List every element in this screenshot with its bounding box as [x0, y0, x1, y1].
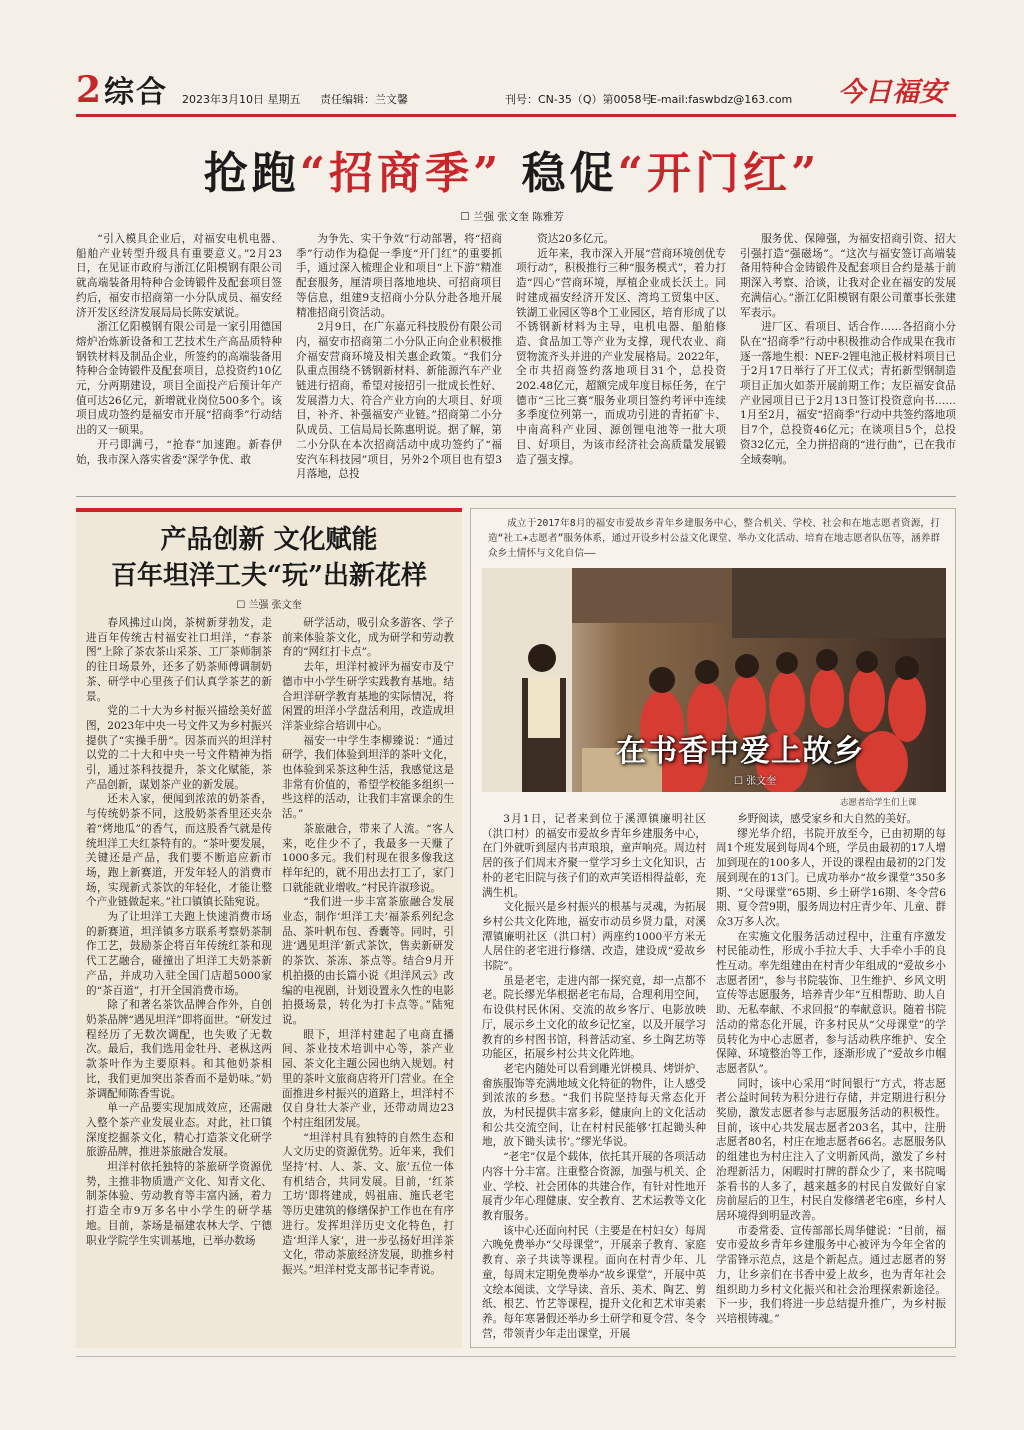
lead-column-4: 服务优、保障强，为福安招商引资、招大引强打造“强磁场”。“这次与福安签订高端装备用特种合金铸锻件及配套项目合约是基于前期深入考察、洽谈，让我对企业在福安的发展充满信心。”浙江亿阳模钢有限公司董事长张建军表示。 进厂区、看项目、话合作……各招商小分队在“招商季”行动中积极推动合作成果在我市逐一落地生根：NEF-2锂电池正极材料项目已于2月17日举行了开工仪式；青拓新型钢制造项目正加火如荼开展前期工作；友臣福安食品产业园项目已于2月13日签订投资意向书……1月至2月，福安“招商季”行动中共签约落地项目7个，总投资46亿元；在谈项目5个，总投资32亿元，全力拼招商的“进行曲”，已在我市全域奏响。: [740, 233, 956, 466]
header-rule: [76, 114, 956, 117]
section-name: 综合: [104, 75, 168, 110]
lead-column-2: 为争先、实干争效”行动部署，将“招商季”行动作为稳促一季度“开门红”的重要抓手，通过深入梳理企业和项目“上下游”精准配套服务，厘清项目落地地块、可招商项目等信息，组建9支招商小分队分赴各地开展精准招商引资活动。 2月9日，在广东嘉元科技股份有限公司内，福安市招商第二小分队正向企业积极推介福安营商环境及相关惠企政策。“我们分队重点围绕不锈钢新材料、新能源汽车产业链进行招商，希望对接招引一批成长性好、发展潜力大、符合产业方向的大项目、好项目，补齐、补强福安产业链。”招商第二小分队成员、工信局局长陈惠明说。据了解，第二小分队在本次招商活动中成功签约了“福安汽车科技园”项目，另外2个项目也有望3月落地，总投: [296, 233, 502, 481]
editor-credit: 责任编辑：兰文馨: [320, 93, 408, 106]
photo-byline: ☐ 张文奎: [734, 776, 777, 787]
lead-byline: ☐ 兰强 张文奎 陈雅芳: [460, 211, 564, 223]
lead-column-3: 资达20多亿元。 近年来，我市深入开展“营商环境创优专项行动”，积极推行三种“服务模式”，着力打造“四心”营商环境，厚植企业成长沃土。同时建成福安经济开发区、湾坞工贸集中区、铁湖工业园区等8个工业园区，培育形成了以不锈钢新材料为主导，电机电器、船舶修造、食品加工等产业为支撑，现代农业、商贸物流齐头并进的产业发展格局。2022年，全市共招商签约落地项目31个，总投资202.48亿元，超额完成年度目标任务，在宁德市“三比三赛”服务业项目签约考评中连续多季度位列第一，而成功引进的青拓矿卡、中南高科产业园、源创锂电池等一批大项目、好项目，为该市经济社会高质量发展锻造了强支撑。: [516, 233, 726, 466]
story3-intro: 成立于2017年8月的福安市爱故乡青年乡建服务中心，整合机关、学校、社会和在地志愿者资源，打造“社工+志愿者”服务体系，通过开设乡村公益文化课堂、举办文化活动、培育在地志愿者队伍等，涵养群众乡土情怀与文化自信——: [488, 518, 940, 559]
page-number: 2: [76, 69, 102, 111]
svg-text:今日福安: 今日福安: [838, 77, 946, 108]
issue-date: 2023年3月10日 星期五: [182, 93, 301, 106]
story2-title-line2: 百年坦洋工夫“玩”出新花样: [111, 561, 427, 591]
photo-title: 在书香中爱上故乡: [616, 734, 864, 769]
photo-caption: 志愿者给学生们上课: [840, 798, 917, 808]
story2-title-line1: 产品创新 文化赋能: [160, 525, 378, 555]
masthead-logo: [830, 70, 954, 110]
story2-column-1: 春风拂过山岗，茶树新芽勃发，走进百年传统古村福安社口坦洋，“春茶图”上除了茶农茶山采茶、工厂茶师制茶的往日场景外，还多了奶茶师傅调制奶茶、研学中心里孩子们认真学茶艺的新景。 党的二十大为乡村振兴描绘美好蓝图，2023年中央一号文件又为乡村振兴提供了“实操手册”。因茶而兴的坦洋村以党的二十大和中央一号文件精神为指引，通过茶科技提升，茶文化赋能，茶产品创新，谋划茶产业的新发展。 还未入家，便闻到浓浓的奶茶香，与传统奶茶不同，这股奶茶香里还夹杂着“烤地瓜”的香气，而这股香气就是传统坦洋工夫红茶特有的。“茶叶要发展，关键还是产品，我们要不断追应新市场，跑上新赛道，开发年轻人的消费市场，实现新式茶饮的年轻化，才能让整个产业链做起来。”社口镇镇长陆宛说。 为了让坦洋工夫跑上快速消费市场的新赛道，坦洋镇多方联系考察奶茶制作工艺，鼓励茶企将百年传统红茶和现代工艺融合，碰撞出了坦洋工夫奶茶新产品，并成功入驻全国门店超5000家的“茶百道”，打开全国消费市场。 除了和著名茶饮品牌合作外，自创奶茶品牌“遇见坦洋”即将面世。“研发过程经历了无数次调配，也失败了无数次。最后，我们选用金牡丹、老枞这两款茶叶作为主要原料。和其他奶茶相比，我们更加突出茶香而不是奶味。”奶茶调配师陈香雪说。 单一产品要实现加成效应，还需融入整个茶产业发展业态。对此，社口镇深度挖掘茶文化，精心打造茶文化研学旅游品牌，推进茶旅融合发展。 坦洋村依托独特的茶旅研学资源优势，主推非物质遗产文化、知青文化、制茶体验、劳动教育等丰富内涵，着力打造全市9万多名中小学生的研学基地。目前，茶场是福建农林大学、宁德职业学院学生实训基地，已举办数场: [86, 617, 272, 1247]
story2-byline: ☐ 兰强 张文奎: [236, 600, 302, 611]
footer-rule: [76, 1356, 956, 1357]
issn-number: 刊号：CN-35（Q）第0058号: [505, 93, 653, 106]
story2-column-2: 研学活动，吸引众多游客、学子前来体验茶文化，成为研学和劳动教育的“网红打卡点”。 去年，坦洋村被评为福安市及宁德市中小学生研学实践教育基地。结合坦洋研学教育基地的实际情况，将闲置的坦洋小学盘活利用，改造成坦洋茶业综合培训中心。 福安一中学生李柳臻说：“通过研学，我们体验到坦洋的茶叶文化，也体验到采茶这种生活，我感觉这是非常有价值的，希望学校能多组织一些这样的活动，让我们丰富课余的生活。” 茶旅融合，带来了人流。“客人来，吃住少不了，我最多一天赚了1000多元。我们村现在很多像我这样年纪的，就不用出去打工了，家门口就能就业增收。”村民许淑珍说。 “我们进一步丰富茶旅融合发展业态，制作‘坦洋工夫’福茶系列纪念品、茶叶帆布包、香囊等。同时，引进‘遇见坦洋’新式茶饮，售卖新研发的茶饮、茶冻、茶点等。结合9月开机拍摄的由长篇小说《坦洋风云》改编的电视剧，计划设置永久性的电影拍摄场景，转化为打卡点等。”陆宛说。 眼下，坦洋村建起了电商直播间、茶业技术培训中心等，茶产业园、茶文化主题公园也纳入规划。村里的茶叶文旅商店将开门营业。在全面推进乡村振兴的道路上，坦洋村不仅自身壮大茶产业，还带动周边23个村庄组团发展。 “坦洋村具有独特的自然生态和人文历史的资源优势。近年来，我们坚持‘村、人、茶、文、旅’五位一体有机结合，共同发展。目前，‘红茶工坊’即将建成，妈祖庙、施氏老宅等历史建筑的修缮保护工作也在有序进行。发挥坦洋历史文化特色，打造‘坦洋人家’，进一步弘扬好坦洋茶文化，带动茶旅经济发展，助推乡村振兴。”坦洋村党支部书记李青说。: [282, 617, 454, 1276]
lead-headline: 抢跑“招商季” 稳促“开门红”: [203, 148, 821, 199]
story3-column-2: 乡野阅读，感受家乡和大自然的美好。 缪光华介绍，书院开放至今，已由初期的每周1个班发展到每周4个班，学员由最初的17人增加到现在的100多人，开设的课程由最初的2门发展到现在的13门。已成功举办“故乡课堂”350多期、“父母课堂”65期、乡土研学16期、冬令营6期、夏令营9期，服务周边村庄青少年、儿童、群众3万多人次。 在实施文化服务活动过程中，注重有序激发村民能动性，形成小手拉大手、大手牵小手的良性互动。率先组建由在村青少年组成的“爱故乡小志愿者团”，参与书院装饰、卫生维护、乡风文明宣传等志愿服务，培养青少年“互相帮助、助人自助、无私奉献、不求回报”的奉献意识。随着书院活动的常态化开展，许多村民从“父母课堂”的学员转化为中心志愿者，参与活动秩序维护、安全保障、环境整治等工作，逐渐形成了“爱故乡巾帼志愿者队”。 同时，该中心采用“时间银行”方式，将志愿者公益时间转为积分进行存储，并定期进行积分奖励，激发志愿者参与志愿服务活动的积极性。目前，该中心共发展志愿者203名，其中，注册志愿者80名，村庄在地志愿者66名。志愿服务队的组建也为村庄注入了文明新风尚，激发了乡村治理新活力，闲暇时打牌的群众少了，来书院喝茶看书的人多了，越来越多的村民自发做好自家房前屋后的卫生，村民自发修缮老宅6座，乡村人居环境得到明显改善。 市委常委、宣传部部长周华健说：“目前，福安市爱故乡青年乡建服务中心被评为今年全省的学雷锋示范点，这是个新起点。通过志愿者的努力，让乡亲们在书香中爱上故乡，也为青年社会组织助力乡村文化振兴和社会治理探索新途径。下一步，我们将进一步总结提升推广，为乡村振兴培根铸魂。”: [716, 813, 946, 1325]
section-divider: [76, 496, 956, 497]
contact-email: E-mail:faswbdz@163.com: [650, 93, 793, 106]
story3-column-1: 3月1日，记者来到位于溪潭镇廉明社区（洪口村）的福安市爱故乡青年乡建服务中心，在门外就听到屋内书声琅琅，童声响亮。周边村居的孩子们周末齐聚一堂学习乡土文化知识，古朴的老宅旧院与孩子们的欢声笑语相得益彰，充满生机。 文化振兴是乡村振兴的根基与灵魂，为拓展乡村公共文化阵地，福安市动员乡贤力量，对溪潭镇廉明社区（洪口村）两座约1000平方米无人居住的老宅进行修缮、改造，建设成“爱故乡书院”。 虽是老宅，走进内部一探究竟，却一点都不老。院长缪光华根据老宅布局，合理利用空间，布设供村民休闲、交流的故乡客厅、电影放映厅，展示乡土文化的故乡记忆室，以及开展学习教育的乡村图书馆，科普活动室、乡土陶艺坊等功能区，拓展乡村公共文化阵地。 老宅内随处可以看到雕光饼模具、烤饼炉、畲族服饰等充满地域文化特征的物件，让人感受到浓浓的乡愁。“我们书院坚持每天常态化开放，为村民提供丰富多彩，健康向上的文化活动和公共交流空间，让在村村民能够‘扛起锄头种地，放下锄头读书’。”缪光华说。 “老宅”仅是个载体，依托其开展的各项活动内容十分丰富。注重整合资源，加强与机关、企业、学校、社会团体的共建合作，有针对性地开展青少年心理健康、安全教育、艺术运教等文化教育服务。 该中心还面向村民（主要是在村妇女）每周六晚免费举办“父母课堂”，开展亲子教育、家庭教育、亲子共读等课程。面向在村青少年、儿童，每周末定期免费举办“故乡课堂”，开展中英文绘本阅读、文学导读、音乐、美术、陶艺、剪纸、根艺、竹艺等课程，提升文化和艺术审美素养。每年寒暑假还举办乡土研学和夏令营、冬令营，带领青少年走出课堂，开展: [482, 813, 706, 1340]
lead-column-1: “引入模具企业后，对福安电机电器、船舶产业转型升级具有重要意义。”2月23日，在见证市政府与浙江亿阳模钢有限公司就高端装备用特种合金铸锻件及配套项目签约后，福安市招商第一小分队成员、福安经济开发区经济发展局局长陈安斌说。 浙江亿阳模钢有限公司是一家引用德国熔炉冶炼新设备和工艺技术生产高品质特种钢铁材料及制品企业，所签约的高端装备用特种合金铸锻件及配套项目，总投资约10亿元，分两期建设，项目全面投产后预计年产值可达26亿元，新增就业岗位500多个。该项目成功签约是福安市开展“招商季”行动结出的又一硕果。 开弓即满弓，“抢春”加速跑。新春伊始，我市深入落实省委“深学争优、敢: [76, 233, 282, 466]
